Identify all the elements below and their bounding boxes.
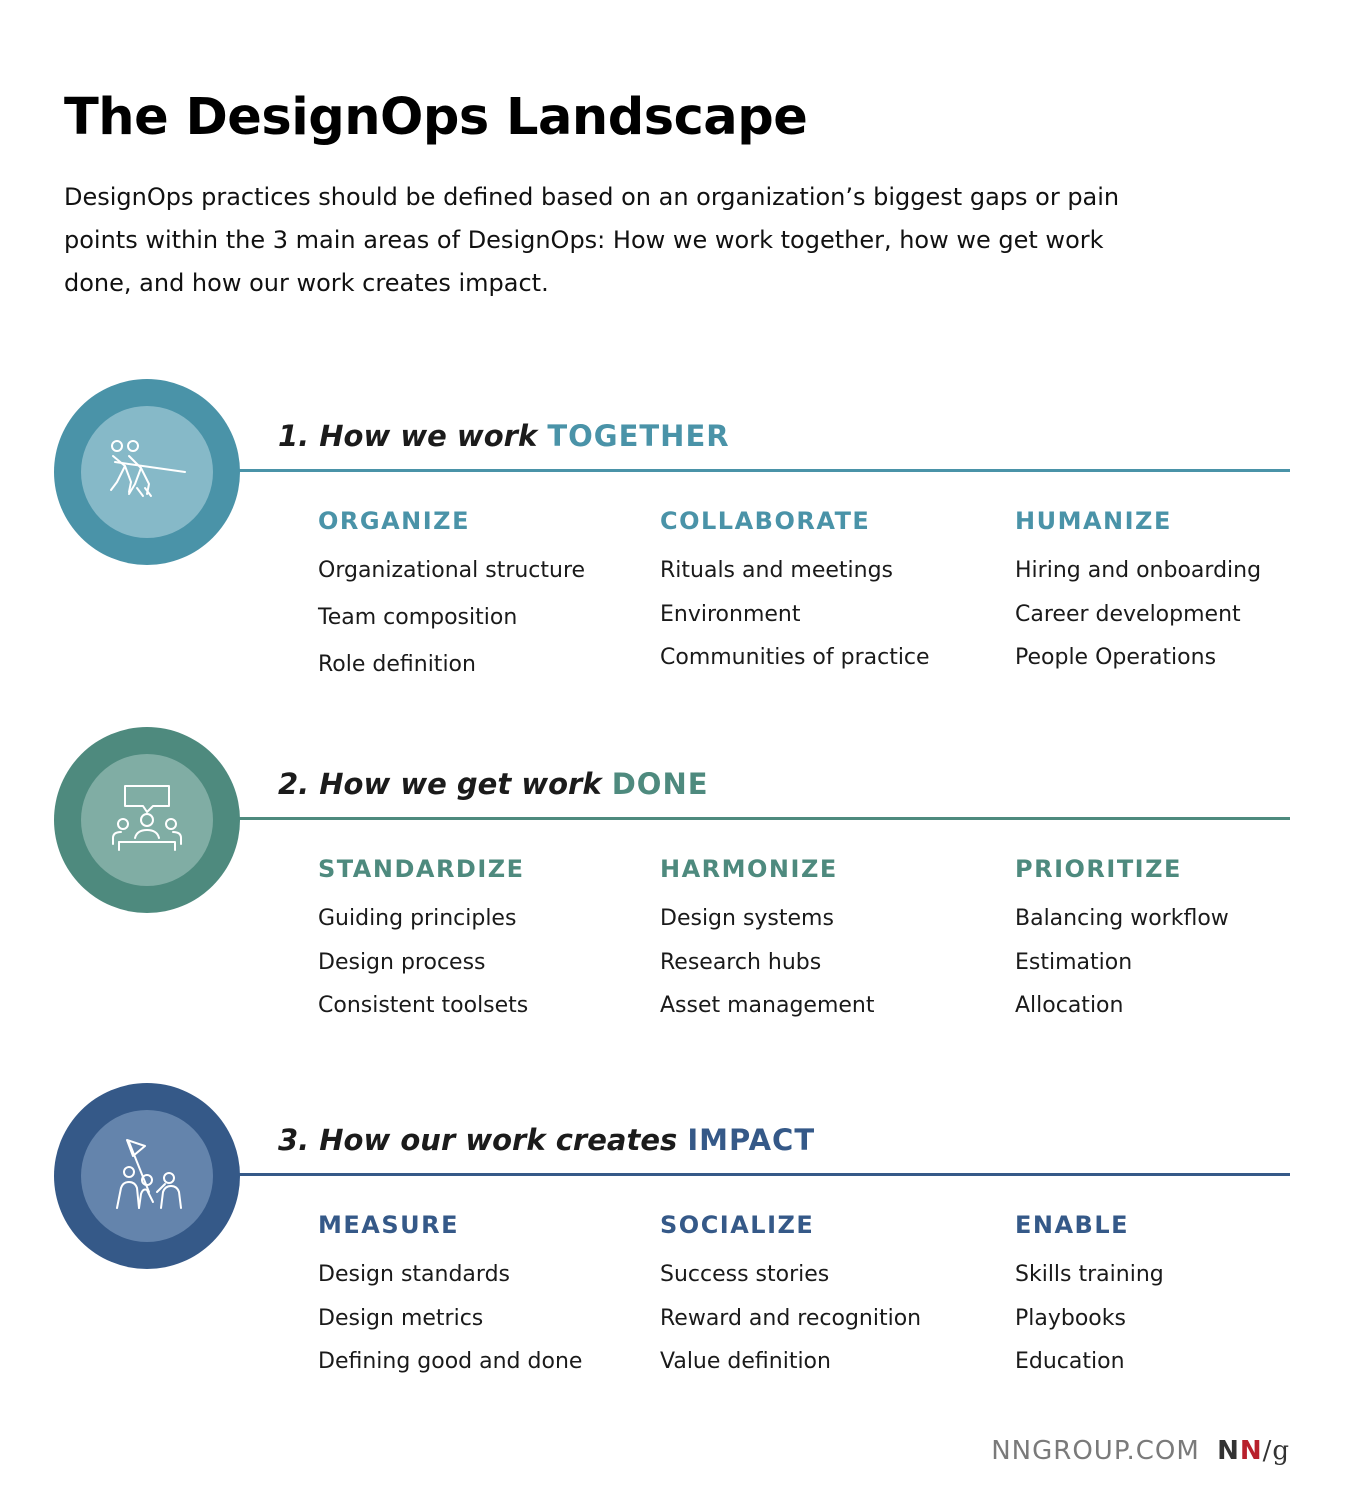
list-item: Team composition bbox=[318, 605, 518, 630]
section-heading bbox=[278, 767, 709, 801]
list-item: Environment bbox=[660, 601, 801, 627]
heading-prefix: 2. How we get work bbox=[278, 767, 602, 801]
section-divider bbox=[220, 1173, 1290, 1176]
list-item: Playbooks bbox=[1015, 1305, 1126, 1331]
category-items bbox=[660, 897, 980, 1028]
list-item: Hiring and onboarding bbox=[1015, 558, 1262, 583]
heading-prefix: 1. How we work bbox=[278, 419, 538, 453]
list-item: Reward and recognition bbox=[660, 1305, 922, 1331]
list-item: People Operations bbox=[1015, 645, 1217, 670]
category-column bbox=[1015, 507, 1335, 680]
list-item: Research hubs bbox=[660, 949, 822, 975]
list-item: Rituals and meetings bbox=[660, 558, 894, 583]
flag-raising-icon bbox=[107, 1136, 187, 1216]
list-item: Organizational structure bbox=[318, 558, 586, 583]
list-item: Career development bbox=[1015, 601, 1241, 627]
category-column bbox=[660, 507, 980, 680]
category-title: COLLABORATE bbox=[660, 507, 871, 535]
category-column bbox=[1015, 1211, 1335, 1384]
page-title: The DesignOps Landscape bbox=[64, 88, 808, 147]
category-title: MEASURE bbox=[318, 1211, 459, 1239]
category-column bbox=[318, 855, 638, 1028]
list-item: Role definition bbox=[318, 652, 476, 677]
list-item: Design metrics bbox=[318, 1305, 484, 1331]
category-title: ENABLE bbox=[1015, 1211, 1130, 1239]
category-title: STANDARDIZE bbox=[318, 855, 525, 883]
list-item: Value definition bbox=[660, 1349, 831, 1374]
category-items bbox=[1015, 549, 1335, 680]
section-divider bbox=[220, 469, 1290, 472]
footer-credit bbox=[991, 1436, 1290, 1466]
list-item: Design systems bbox=[660, 906, 834, 931]
category-column bbox=[660, 1211, 980, 1384]
list-item: Design process bbox=[318, 949, 486, 975]
category-items bbox=[318, 547, 638, 688]
category-column bbox=[660, 855, 980, 1028]
category-items bbox=[1015, 897, 1335, 1028]
category-items bbox=[660, 1253, 980, 1384]
intro-paragraph: DesignOps practices should be defined based on an organization’s biggest gaps or pain points within the 3 main areas of DesignOps: How we work together, how we get work done, and how our work creates impact. bbox=[64, 183, 1120, 297]
section-badge bbox=[54, 727, 240, 913]
section-badge bbox=[54, 1083, 240, 1269]
category-title: SOCIALIZE bbox=[660, 1211, 815, 1239]
list-item: Consistent toolsets bbox=[318, 993, 529, 1018]
heading-prefix: 3. How our work creates bbox=[278, 1123, 678, 1157]
list-item: Design standards bbox=[318, 1262, 510, 1287]
tug-of-war-icon bbox=[107, 432, 187, 512]
section-done bbox=[0, 727, 1350, 1047]
list-item: Asset management bbox=[660, 993, 875, 1018]
category-title: HUMANIZE bbox=[1015, 507, 1172, 535]
section-impact bbox=[0, 1083, 1350, 1403]
list-item: Defining good and done bbox=[318, 1349, 583, 1374]
section-together bbox=[0, 379, 1350, 699]
list-item: Education bbox=[1015, 1349, 1125, 1374]
heading-emphasis: DONE bbox=[611, 767, 709, 801]
team-meeting-icon bbox=[107, 780, 187, 860]
list-item: Communities of practice bbox=[660, 645, 930, 670]
list-item: Allocation bbox=[1015, 993, 1124, 1018]
category-title: HARMONIZE bbox=[660, 855, 838, 883]
list-item: Skills training bbox=[1015, 1262, 1164, 1287]
section-heading bbox=[278, 419, 730, 453]
category-items bbox=[318, 897, 638, 1028]
category-items bbox=[1015, 1253, 1335, 1384]
category-items bbox=[318, 1253, 638, 1384]
nng-logo: NN/g bbox=[1217, 1436, 1290, 1466]
list-item: Success stories bbox=[660, 1262, 830, 1287]
section-heading bbox=[278, 1123, 815, 1157]
list-item: Guiding principles bbox=[318, 906, 517, 931]
list-item: Estimation bbox=[1015, 949, 1133, 975]
category-column bbox=[318, 1211, 638, 1384]
category-column bbox=[318, 507, 638, 688]
category-title: ORGANIZE bbox=[318, 507, 470, 535]
category-items bbox=[660, 549, 980, 680]
list-item: Balancing workflow bbox=[1015, 906, 1229, 931]
section-divider bbox=[220, 817, 1290, 820]
section-badge bbox=[54, 379, 240, 565]
heading-emphasis: TOGETHER bbox=[547, 419, 730, 453]
category-title: PRIORITIZE bbox=[1015, 855, 1182, 883]
category-column bbox=[1015, 855, 1335, 1028]
footer-site: NNGROUP.COM bbox=[991, 1436, 1200, 1466]
heading-emphasis: IMPACT bbox=[687, 1123, 816, 1157]
